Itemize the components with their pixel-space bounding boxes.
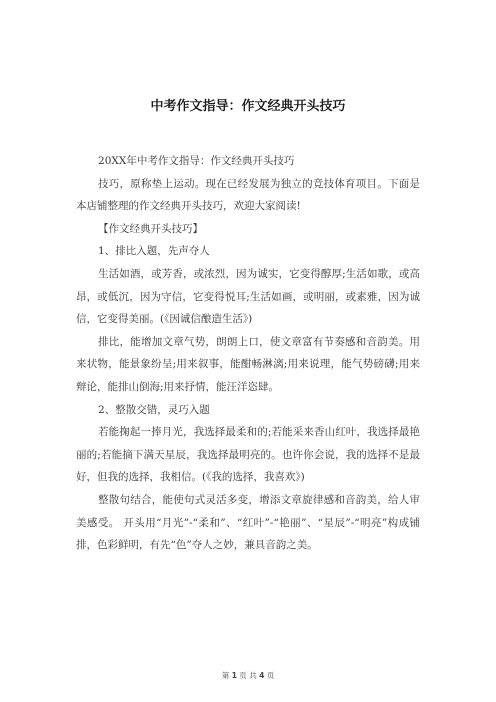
total-pages-number: 4 [259,671,265,680]
subheading: 1、排比入题，先声夺人 [98,245,210,258]
paragraph: 生活如酒，或芳香，或浓烈，因为诚实，它变得醇厚;生活如歌，或高昂，或低沉，因为守信，它变得悦耳;生活如画，或明丽，或素雅，因为诚信，它变得美丽。(《因诚信酿造生活》) [76,267,420,326]
document-title: 中考作文指导：作文经典开头技巧 [150,99,346,114]
paragraph: 排比，能增加文章气势，朗朗上口，使文章富有节奏感和音韵美。用来状物，能景象纷呈;用来叙事，能酣畅淋漓;用来说理，能气势磅礴;用来辩论，能排山倒海;用来抒情，能汪洋恣肆。 [76,335,420,393]
subheading: 2、整散交错，灵巧入题 [98,403,210,416]
footer-suffix: 页 [266,671,275,680]
footer-middle: 页 共 [239,671,257,680]
paragraph: 20XX年中考作文指导：作文经典开头技巧 [98,155,295,167]
footer-prefix: 第 [221,671,230,680]
document-body [76,150,420,557]
current-page-number: 1 [231,671,237,680]
paragraph: 技巧，原称垫上运动。现在已经发展为独立的竞技体育项目。下面是本店铺整理的作文经典开头技巧，欢迎大家阅读! [76,177,420,213]
page-footer [0,670,496,681]
section-heading: 【作文经典开头技巧】 [98,222,204,235]
paragraph: 整散句结合，能使句式灵活多变，增添文章旋律感和音韵美，给人审美感受。 开头用“月光”-“柔和”、“红叶”-“艳丽”、“星辰”-“明亮”构成铺排，色彩鲜明，有先“色”夺人之妙，兼具音韵之美。 [76,493,420,552]
paragraph: 若能掬起一捧月光，我选择最柔和的;若能采来香山红叶，我选择最艳丽的;若能摘下满天星辰，我选择最明亮的。也许你会说，我的选择不是最好，但我的选择，我相信。(《我的选择，我喜欢》) [76,426,420,484]
